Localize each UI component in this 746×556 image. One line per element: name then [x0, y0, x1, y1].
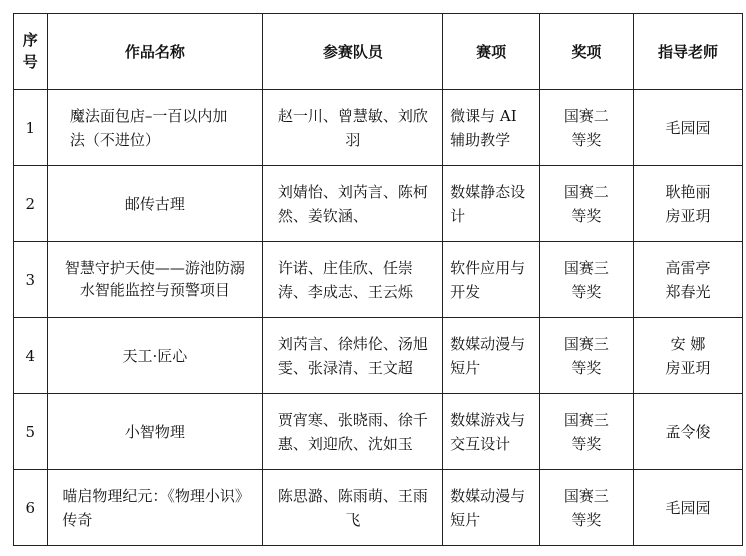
cell-team — [263, 470, 443, 546]
cell-team-text: 陈思潞、陈雨萌、王雨飞 — [277, 486, 428, 529]
table-row — [14, 394, 743, 470]
header-seq — [14, 14, 48, 90]
cell-team — [263, 318, 443, 394]
cell-award — [539, 470, 633, 546]
cell-teacher: 高雷亭 郑春光 — [634, 242, 743, 318]
table-row — [14, 90, 743, 166]
cell-award-text: 国赛三等奖 — [563, 410, 609, 453]
cell-category-text: 数媒动漫与短片 — [450, 334, 526, 377]
cell-seq: 2 — [14, 166, 48, 242]
cell-category — [443, 394, 539, 470]
cell-teacher: 耿艳丽 房亚玥 — [634, 166, 743, 242]
table-row — [14, 318, 743, 394]
cell-seq: 6 — [14, 470, 48, 546]
cell-award-text: 国赛二等奖 — [563, 106, 609, 149]
cell-seq: 3 — [14, 242, 48, 318]
cell-award-text: 国赛三等奖 — [563, 486, 609, 529]
cell-category — [443, 242, 539, 318]
cell-award-text: 国赛三等奖 — [563, 258, 609, 301]
cell-team — [263, 394, 443, 470]
header-name: 作品名称 — [47, 14, 263, 90]
cell-category-text: 软件应用与开发 — [450, 258, 526, 301]
cell-award — [539, 242, 633, 318]
cell-team-text: 贾宵寒、张晓雨、徐千惠、刘迎欣、沈如玉 — [277, 410, 428, 453]
cell-category — [443, 166, 539, 242]
cell-teacher: 孟令俊 — [634, 394, 743, 470]
cell-name: 邮传古理 — [47, 166, 263, 242]
cell-category-text: 微课与 AI 辅助教学 — [450, 106, 517, 149]
cell-award — [539, 166, 633, 242]
table-row — [14, 470, 743, 546]
table-row — [14, 166, 743, 242]
cell-name — [47, 242, 263, 318]
cell-seq: 4 — [14, 318, 48, 394]
cell-teacher: 毛园园 — [634, 470, 743, 546]
cell-team-text: 刘芮言、徐炜伦、汤旭雯、张渌清、王文超 — [277, 334, 428, 377]
cell-category-text: 数媒游戏与交互设计 — [450, 410, 526, 453]
cell-team — [263, 242, 443, 318]
cell-name-text: 智慧守护天使——游池防溺水智能监控与预警项目 — [64, 259, 245, 299]
header-category: 赛项 — [443, 14, 539, 90]
cell-seq: 1 — [14, 90, 48, 166]
cell-category-text: 数媒静态设计 — [450, 182, 526, 225]
cell-category — [443, 470, 539, 546]
cell-award — [539, 318, 633, 394]
cell-award — [539, 90, 633, 166]
header-teacher: 指导老师 — [634, 14, 743, 90]
cell-award — [539, 394, 633, 470]
cell-name-text: 喵启物理纪元：《物理小识》传奇 — [62, 486, 243, 529]
cell-teacher: 安 娜 房亚玥 — [634, 318, 743, 394]
header-seq-text: 序 号 — [22, 31, 38, 71]
awards-table — [13, 13, 743, 546]
cell-name-text: 魔法面包店–一百以内加法（不进位） — [69, 106, 228, 149]
cell-seq: 5 — [14, 394, 48, 470]
cell-team-text: 刘婧怡、刘芮言、陈柯然、姜钦涵、 — [277, 182, 428, 225]
cell-category — [443, 90, 539, 166]
header-team: 参赛队员 — [263, 14, 443, 90]
cell-name: 天工·匠心 — [47, 318, 263, 394]
cell-name: 小智物理 — [47, 394, 263, 470]
cell-name — [47, 470, 263, 546]
table-row — [14, 242, 743, 318]
cell-name — [47, 90, 263, 166]
header-award: 奖项 — [539, 14, 633, 90]
cell-category-text: 数媒动漫与短片 — [450, 486, 526, 529]
cell-team-text: 赵一川、曾慧敏、刘欣羽 — [277, 106, 428, 149]
header-row — [14, 14, 743, 90]
cell-award-text: 国赛三等奖 — [563, 334, 609, 377]
cell-team — [263, 90, 443, 166]
cell-award-text: 国赛二等奖 — [563, 182, 609, 225]
cell-teacher: 毛园园 — [634, 90, 743, 166]
cell-team-text: 许诺、庄佳欣、任崇涛、李成志、王云烁 — [277, 258, 413, 301]
cell-category — [443, 318, 539, 394]
cell-team — [263, 166, 443, 242]
